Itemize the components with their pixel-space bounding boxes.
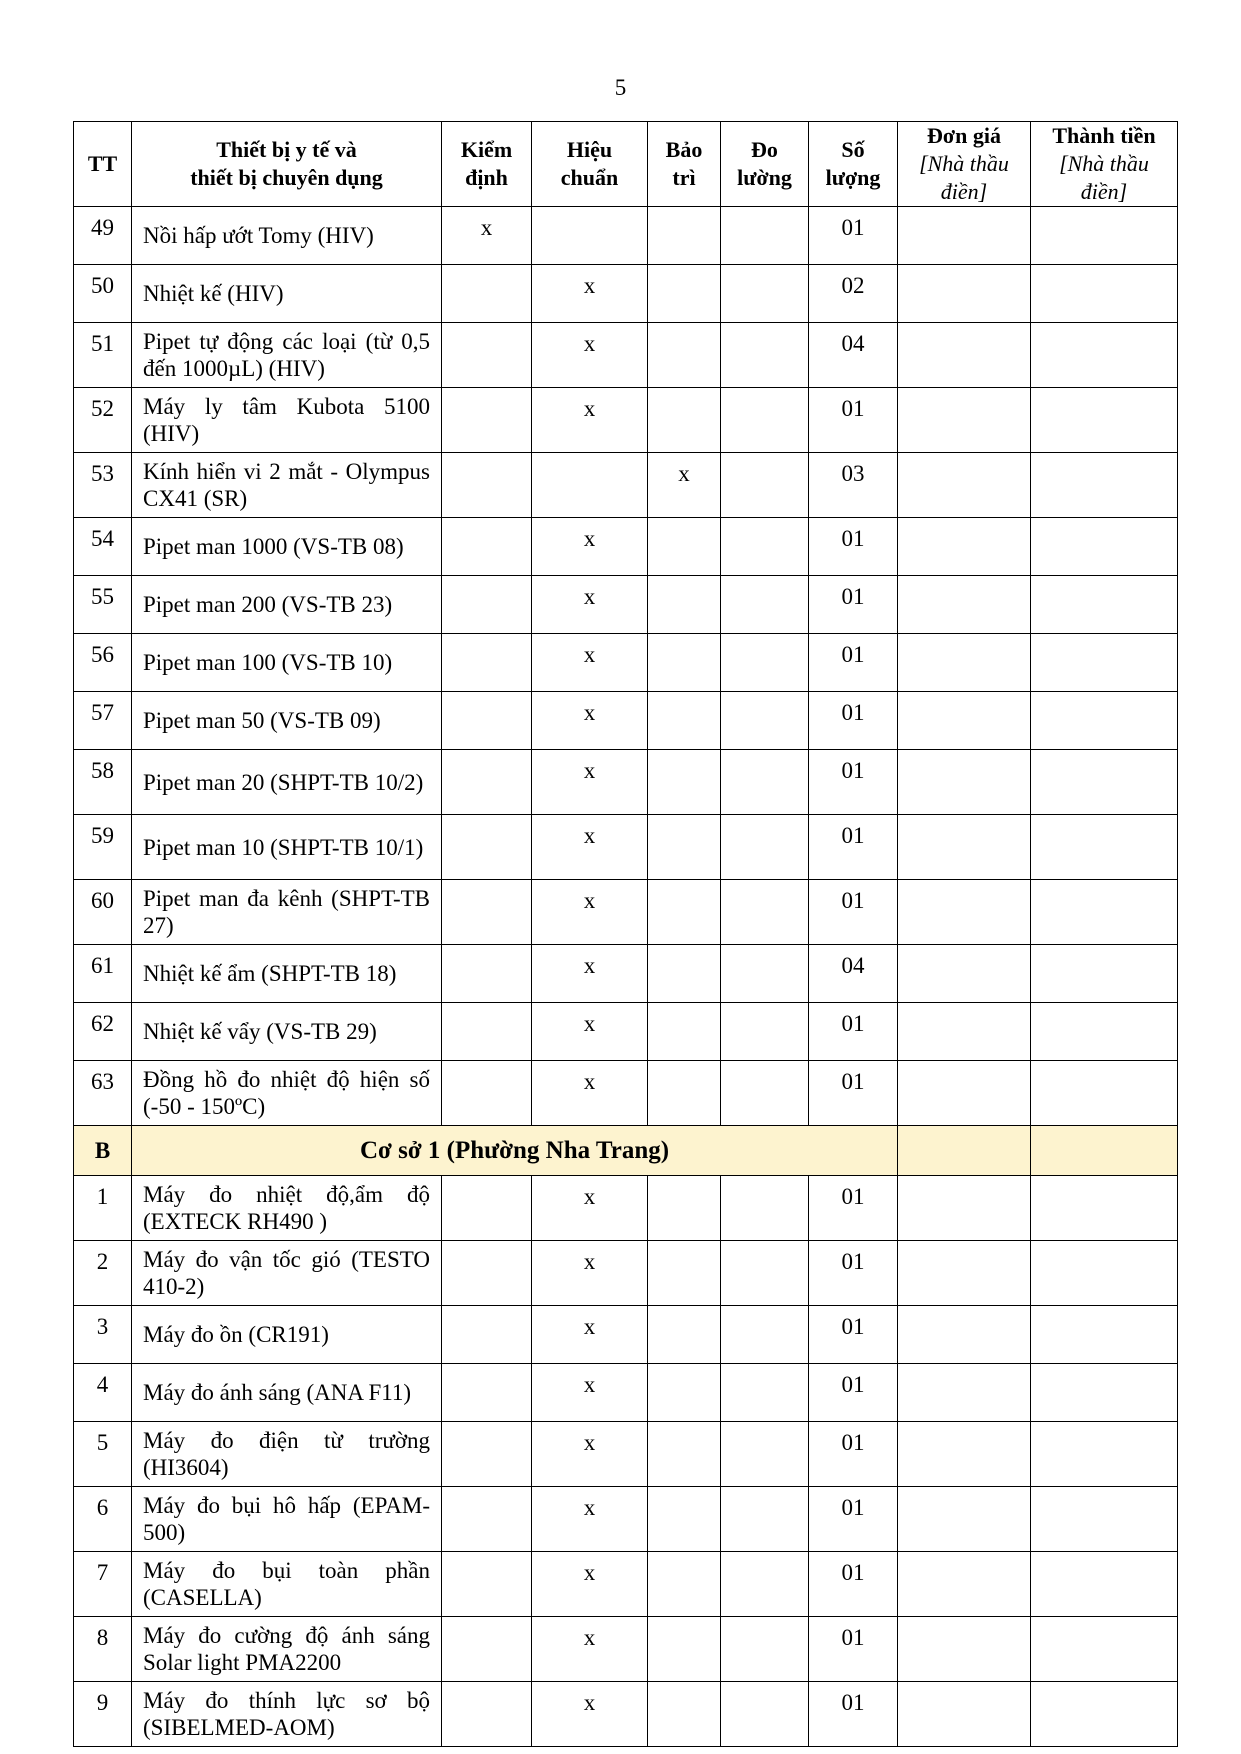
cell-bao-tri <box>648 1552 721 1617</box>
cell-do-luong <box>721 453 809 518</box>
cell-don-gia[interactable] <box>898 1682 1031 1747</box>
cell-hieu-chuan: x <box>532 518 648 576</box>
section-empty-cell <box>898 1126 1031 1176</box>
cell-thanh-tien[interactable] <box>1031 1241 1178 1306</box>
cell-bao-tri <box>648 1061 721 1126</box>
cell-tt: 2 <box>74 1241 132 1306</box>
cell-so-luong: 01 <box>809 1422 898 1487</box>
table-row <box>74 1306 1178 1364</box>
cell-thanh-tien[interactable] <box>1031 1306 1178 1364</box>
cell-kiem-dinh <box>442 1061 532 1126</box>
cell-don-gia[interactable] <box>898 692 1031 750</box>
cell-device-name: Đồng hồ đo nhiệt độ hiện số (-50 - 150ºC) <box>132 1061 442 1126</box>
cell-bao-tri <box>648 1682 721 1747</box>
cell-hieu-chuan: x <box>532 265 648 323</box>
cell-do-luong <box>721 1552 809 1617</box>
cell-do-luong <box>721 750 809 815</box>
cell-thanh-tien[interactable] <box>1031 1176 1178 1241</box>
cell-bao-tri <box>648 1176 721 1241</box>
cell-bao-tri <box>648 388 721 453</box>
cell-bao-tri <box>648 815 721 880</box>
cell-so-luong: 01 <box>809 1617 898 1682</box>
cell-do-luong <box>721 388 809 453</box>
cell-bao-tri <box>648 1617 721 1682</box>
cell-device-name: Máy đo nhiệt độ,ẩm độ (EXTECK RH490 ) <box>132 1176 442 1241</box>
cell-kiem-dinh <box>442 323 532 388</box>
cell-so-luong: 01 <box>809 1061 898 1126</box>
cell-so-luong: 01 <box>809 634 898 692</box>
cell-tt: 8 <box>74 1617 132 1682</box>
header-don-gia: Đơn giá [Nhà thầu điền] <box>898 122 1031 207</box>
cell-kiem-dinh <box>442 945 532 1003</box>
cell-do-luong <box>721 323 809 388</box>
cell-thanh-tien[interactable] <box>1031 323 1178 388</box>
cell-thanh-tien[interactable] <box>1031 880 1178 945</box>
cell-kiem-dinh <box>442 1176 532 1241</box>
page-number: 5 <box>614 75 627 100</box>
cell-do-luong <box>721 1422 809 1487</box>
cell-device-name: Máy đo cường độ ánh sáng Solar light PMA2200 <box>132 1617 442 1682</box>
cell-do-luong <box>721 1487 809 1552</box>
cell-so-luong: 04 <box>809 945 898 1003</box>
cell-tt: 51 <box>74 323 132 388</box>
cell-so-luong: 01 <box>809 750 898 815</box>
table-body-section-a <box>74 207 1178 1126</box>
cell-thanh-tien[interactable] <box>1031 453 1178 518</box>
cell-hieu-chuan <box>532 207 648 265</box>
cell-do-luong <box>721 815 809 880</box>
cell-don-gia[interactable] <box>898 576 1031 634</box>
cell-do-luong <box>721 518 809 576</box>
cell-tt: 9 <box>74 1682 132 1747</box>
cell-bao-tri <box>648 323 721 388</box>
cell-kiem-dinh: x <box>442 207 532 265</box>
cell-kiem-dinh <box>442 815 532 880</box>
cell-don-gia[interactable] <box>898 1487 1031 1552</box>
cell-bao-tri <box>648 1241 721 1306</box>
cell-tt: 7 <box>74 1552 132 1617</box>
cell-do-luong <box>721 1003 809 1061</box>
table-row <box>74 1487 1178 1552</box>
table-row <box>74 1241 1178 1306</box>
cell-do-luong <box>721 1241 809 1306</box>
cell-tt: 57 <box>74 692 132 750</box>
cell-device-name: Pipet man 20 (SHPT-TB 10/2) <box>132 750 442 815</box>
cell-do-luong <box>721 945 809 1003</box>
cell-bao-tri <box>648 880 721 945</box>
cell-device-name: Pipet man 100 (VS-TB 10) <box>132 634 442 692</box>
header-do-luong: Đo lường <box>721 122 809 207</box>
cell-tt: 5 <box>74 1422 132 1487</box>
cell-tt: 6 <box>74 1487 132 1552</box>
cell-bao-tri <box>648 1487 721 1552</box>
cell-kiem-dinh <box>442 388 532 453</box>
cell-hieu-chuan: x <box>532 1422 648 1487</box>
cell-hieu-chuan: x <box>532 1003 648 1061</box>
cell-so-luong: 01 <box>809 692 898 750</box>
cell-tt: 60 <box>74 880 132 945</box>
table-row <box>74 1003 1178 1061</box>
cell-do-luong <box>721 634 809 692</box>
cell-so-luong: 01 <box>809 880 898 945</box>
cell-do-luong <box>721 1176 809 1241</box>
table-row <box>74 1552 1178 1617</box>
cell-thanh-tien[interactable] <box>1031 1552 1178 1617</box>
cell-don-gia[interactable] <box>898 1306 1031 1364</box>
cell-device-name: Máy đo vận tốc gió (TESTO 410-2) <box>132 1241 442 1306</box>
cell-device-name: Máy đo ồn (CR191) <box>132 1306 442 1364</box>
section-code: B <box>74 1126 132 1176</box>
table-row <box>74 1176 1178 1241</box>
cell-kiem-dinh <box>442 518 532 576</box>
cell-device-name: Pipet tự động các loại (từ 0,5 đến 1000µL) (HIV) <box>132 323 442 388</box>
cell-device-name: Máy đo thính lực sơ bộ (SIBELMED-AOM) <box>132 1682 442 1747</box>
cell-thanh-tien[interactable] <box>1031 1003 1178 1061</box>
cell-hieu-chuan: x <box>532 323 648 388</box>
cell-bao-tri <box>648 1422 721 1487</box>
cell-hieu-chuan: x <box>532 1306 648 1364</box>
cell-hieu-chuan: x <box>532 576 648 634</box>
cell-thanh-tien[interactable] <box>1031 388 1178 453</box>
cell-don-gia[interactable] <box>898 518 1031 576</box>
cell-kiem-dinh <box>442 1364 532 1422</box>
cell-bao-tri <box>648 1003 721 1061</box>
cell-don-gia[interactable] <box>898 880 1031 945</box>
cell-device-name: Máy đo bụi toàn phần (CASELLA) <box>132 1552 442 1617</box>
cell-kiem-dinh <box>442 453 532 518</box>
cell-don-gia[interactable] <box>898 815 1031 880</box>
cell-thanh-tien[interactable] <box>1031 692 1178 750</box>
cell-tt: 4 <box>74 1364 132 1422</box>
cell-so-luong: 01 <box>809 1306 898 1364</box>
cell-don-gia[interactable] <box>898 1364 1031 1422</box>
cell-hieu-chuan: x <box>532 1176 648 1241</box>
cell-tt: 49 <box>74 207 132 265</box>
cell-tt: 52 <box>74 388 132 453</box>
cell-bao-tri <box>648 518 721 576</box>
cell-thanh-tien[interactable] <box>1031 634 1178 692</box>
cell-so-luong: 01 <box>809 1241 898 1306</box>
cell-do-luong <box>721 1617 809 1682</box>
cell-kiem-dinh <box>442 576 532 634</box>
cell-tt: 58 <box>74 750 132 815</box>
cell-hieu-chuan: x <box>532 945 648 1003</box>
table-row <box>74 1617 1178 1682</box>
cell-don-gia[interactable] <box>898 265 1031 323</box>
cell-tt: 61 <box>74 945 132 1003</box>
table-row <box>74 945 1178 1003</box>
cell-don-gia[interactable] <box>898 945 1031 1003</box>
cell-hieu-chuan: x <box>532 1682 648 1747</box>
cell-hieu-chuan: x <box>532 750 648 815</box>
cell-bao-tri: x <box>648 453 721 518</box>
cell-hieu-chuan: x <box>532 634 648 692</box>
cell-kiem-dinh <box>442 880 532 945</box>
cell-tt: 62 <box>74 1003 132 1061</box>
cell-thanh-tien[interactable] <box>1031 207 1178 265</box>
cell-thanh-tien[interactable] <box>1031 750 1178 815</box>
cell-don-gia[interactable] <box>898 1003 1031 1061</box>
cell-tt: 1 <box>74 1176 132 1241</box>
table-section-b-header <box>74 1126 1178 1176</box>
cell-don-gia[interactable] <box>898 750 1031 815</box>
cell-don-gia[interactable] <box>898 1241 1031 1306</box>
cell-don-gia[interactable] <box>898 634 1031 692</box>
cell-bao-tri <box>648 692 721 750</box>
table-header <box>74 122 1178 207</box>
cell-thanh-tien[interactable] <box>1031 1682 1178 1747</box>
cell-don-gia[interactable] <box>898 1617 1031 1682</box>
cell-don-gia[interactable] <box>898 1422 1031 1487</box>
cell-thanh-tien[interactable] <box>1031 1422 1178 1487</box>
cell-do-luong <box>721 1364 809 1422</box>
cell-so-luong: 01 <box>809 1682 898 1747</box>
table-row <box>74 518 1178 576</box>
cell-don-gia[interactable] <box>898 1552 1031 1617</box>
cell-do-luong <box>721 576 809 634</box>
table-row <box>74 692 1178 750</box>
cell-bao-tri <box>648 945 721 1003</box>
cell-so-luong: 02 <box>809 265 898 323</box>
cell-hieu-chuan: x <box>532 1617 648 1682</box>
cell-tt: 59 <box>74 815 132 880</box>
cell-kiem-dinh <box>442 1617 532 1682</box>
table-row <box>74 576 1178 634</box>
cell-so-luong: 01 <box>809 1364 898 1422</box>
cell-thanh-tien[interactable] <box>1031 265 1178 323</box>
header-device: Thiết bị y tế và thiết bị chuyên dụng <box>132 122 442 207</box>
cell-device-name: Máy đo bụi hô hấp (EPAM-500) <box>132 1487 442 1552</box>
cell-tt: 54 <box>74 518 132 576</box>
cell-thanh-tien[interactable] <box>1031 1061 1178 1126</box>
cell-bao-tri <box>648 1306 721 1364</box>
cell-tt: 63 <box>74 1061 132 1126</box>
cell-don-gia[interactable] <box>898 323 1031 388</box>
cell-device-name: Nhiệt kế vẩy (VS-TB 29) <box>132 1003 442 1061</box>
cell-tt: 3 <box>74 1306 132 1364</box>
cell-bao-tri <box>648 576 721 634</box>
cell-device-name: Kính hiển vi 2 mắt - Olympus CX41 (SR) <box>132 453 442 518</box>
header-kiem-dinh: Kiểm định <box>442 122 532 207</box>
cell-don-gia[interactable] <box>898 1176 1031 1241</box>
table-row <box>74 1364 1178 1422</box>
cell-device-name: Nồi hấp ướt Tomy (HIV) <box>132 207 442 265</box>
table-row <box>74 323 1178 388</box>
cell-bao-tri <box>648 1364 721 1422</box>
cell-device-name: Nhiệt kế ẩm (SHPT-TB 18) <box>132 945 442 1003</box>
table-row <box>74 207 1178 265</box>
header-hieu-chuan: Hiệu chuẩn <box>532 122 648 207</box>
table-row <box>74 815 1178 880</box>
cell-device-name: Pipet man 50 (VS-TB 09) <box>132 692 442 750</box>
cell-do-luong <box>721 1061 809 1126</box>
cell-hieu-chuan: x <box>532 880 648 945</box>
cell-kiem-dinh <box>442 1003 532 1061</box>
cell-so-luong: 01 <box>809 518 898 576</box>
header-tt: TT <box>74 122 132 207</box>
cell-so-luong: 03 <box>809 453 898 518</box>
cell-so-luong: 01 <box>809 815 898 880</box>
cell-device-name: Pipet man 1000 (VS-TB 08) <box>132 518 442 576</box>
header-bao-tri: Bảo trì <box>648 122 721 207</box>
table-row <box>74 1682 1178 1747</box>
table-row <box>74 1061 1178 1126</box>
cell-hieu-chuan: x <box>532 1487 648 1552</box>
table-row <box>74 1422 1178 1487</box>
cell-hieu-chuan: x <box>532 1364 648 1422</box>
cell-device-name: Nhiệt kế (HIV) <box>132 265 442 323</box>
cell-so-luong: 04 <box>809 323 898 388</box>
cell-hieu-chuan: x <box>532 388 648 453</box>
cell-so-luong: 01 <box>809 1176 898 1241</box>
cell-kiem-dinh <box>442 1552 532 1617</box>
cell-thanh-tien[interactable] <box>1031 1364 1178 1422</box>
cell-do-luong <box>721 265 809 323</box>
equipment-table <box>73 121 1178 1747</box>
cell-bao-tri <box>648 265 721 323</box>
cell-don-gia[interactable] <box>898 207 1031 265</box>
table-body-section-b <box>74 1176 1178 1747</box>
cell-do-luong <box>721 880 809 945</box>
cell-thanh-tien[interactable] <box>1031 576 1178 634</box>
cell-kiem-dinh <box>442 1487 532 1552</box>
cell-kiem-dinh <box>442 1306 532 1364</box>
section-title: Cơ sở 1 (Phường Nha Trang) <box>132 1126 898 1176</box>
cell-device-name: Pipet man đa kênh (SHPT-TB 27) <box>132 880 442 945</box>
cell-tt: 55 <box>74 576 132 634</box>
cell-bao-tri <box>648 750 721 815</box>
cell-don-gia[interactable] <box>898 1061 1031 1126</box>
cell-do-luong <box>721 692 809 750</box>
cell-kiem-dinh <box>442 1241 532 1306</box>
cell-kiem-dinh <box>442 750 532 815</box>
cell-don-gia[interactable] <box>898 453 1031 518</box>
cell-thanh-tien[interactable] <box>1031 1617 1178 1682</box>
cell-so-luong: 01 <box>809 207 898 265</box>
cell-bao-tri <box>648 207 721 265</box>
cell-so-luong: 01 <box>809 576 898 634</box>
table-row <box>74 388 1178 453</box>
cell-hieu-chuan <box>532 453 648 518</box>
cell-device-name: Pipet man 10 (SHPT-TB 10/1) <box>132 815 442 880</box>
cell-kiem-dinh <box>442 1422 532 1487</box>
cell-so-luong: 01 <box>809 1003 898 1061</box>
cell-do-luong <box>721 1306 809 1364</box>
cell-device-name: Máy đo điện từ trường (HI3604) <box>132 1422 442 1487</box>
cell-so-luong: 01 <box>809 1552 898 1617</box>
cell-so-luong: 01 <box>809 1487 898 1552</box>
cell-thanh-tien[interactable] <box>1031 518 1178 576</box>
cell-bao-tri <box>648 634 721 692</box>
table-row <box>74 750 1178 815</box>
cell-device-name: Pipet man 200 (VS-TB 23) <box>132 576 442 634</box>
cell-kiem-dinh <box>442 692 532 750</box>
section-empty-cell <box>1031 1126 1178 1176</box>
cell-do-luong <box>721 1682 809 1747</box>
header-thanh-tien: Thành tiền [Nhà thầu điền] <box>1031 122 1178 207</box>
header-so-luong: Số lượng <box>809 122 898 207</box>
cell-tt: 56 <box>74 634 132 692</box>
table-row <box>74 265 1178 323</box>
section-row <box>74 1126 1178 1176</box>
cell-do-luong <box>721 207 809 265</box>
cell-don-gia[interactable] <box>898 388 1031 453</box>
cell-tt: 50 <box>74 265 132 323</box>
cell-device-name: Máy đo ánh sáng (ANA F11) <box>132 1364 442 1422</box>
cell-hieu-chuan: x <box>532 692 648 750</box>
cell-kiem-dinh <box>442 265 532 323</box>
cell-kiem-dinh <box>442 634 532 692</box>
table-row <box>74 634 1178 692</box>
cell-hieu-chuan: x <box>532 1061 648 1126</box>
cell-thanh-tien[interactable] <box>1031 945 1178 1003</box>
cell-so-luong: 01 <box>809 388 898 453</box>
cell-device-name: Máy ly tâm Kubota 5100 (HIV) <box>132 388 442 453</box>
cell-hieu-chuan: x <box>532 1552 648 1617</box>
table-row <box>74 880 1178 945</box>
cell-thanh-tien[interactable] <box>1031 1487 1178 1552</box>
cell-hieu-chuan: x <box>532 1241 648 1306</box>
cell-tt: 53 <box>74 453 132 518</box>
cell-kiem-dinh <box>442 1682 532 1747</box>
cell-hieu-chuan: x <box>532 815 648 880</box>
cell-thanh-tien[interactable] <box>1031 815 1178 880</box>
table-row <box>74 453 1178 518</box>
